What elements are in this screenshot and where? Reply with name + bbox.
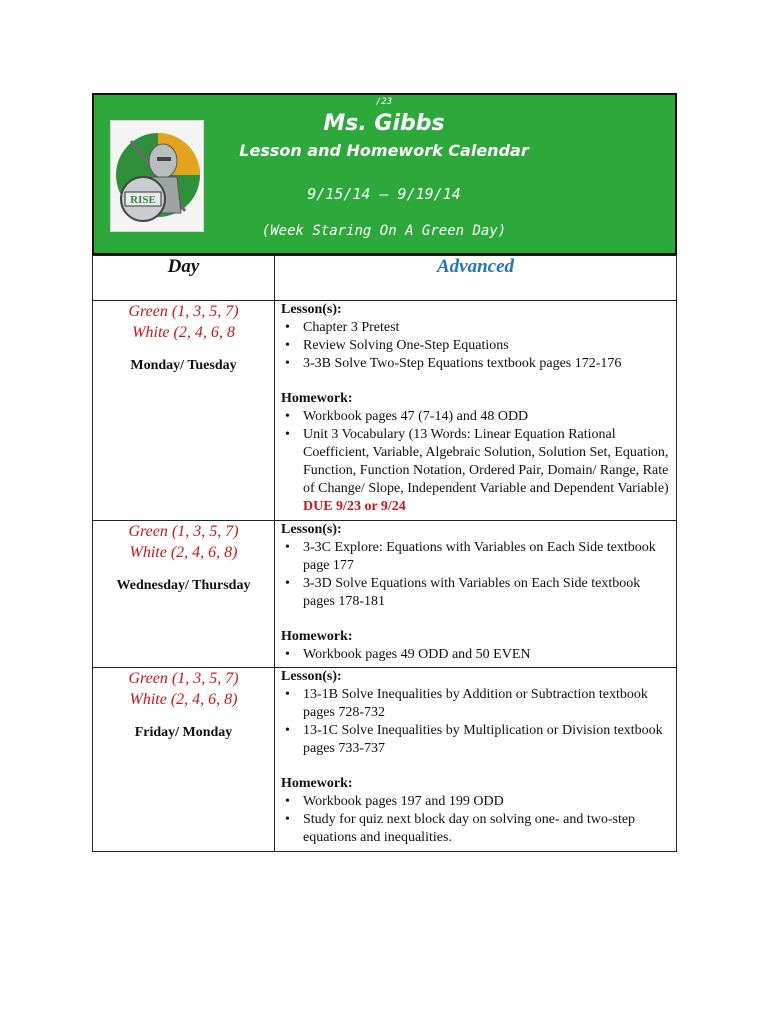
white-days: White (2, 4, 6, 8) (129, 691, 238, 708)
lessons-list (281, 686, 670, 758)
homework-list (281, 408, 670, 516)
teacher-name: Ms. Gibbs (323, 111, 445, 136)
plan-cell (275, 301, 677, 521)
day-cell (93, 301, 275, 521)
day-name: Wednesday/ Thursday (116, 578, 251, 593)
day-cell (93, 668, 275, 852)
list-item: • 13-1C Solve Inequalities by Multiplication or Division textbook pages 733-737 (281, 722, 670, 758)
list-item: • 3-3C Explore: Equations with Variables on Each Side textbook page 177 (281, 539, 670, 575)
due-date: DUE 9/23 or 9/24 (303, 499, 406, 514)
list-item: • Chapter 3 Pretest (281, 319, 670, 337)
list-item: • Review Solving One-Step Equations (281, 337, 670, 355)
vocab-text: Unit 3 Vocabulary (13 Words: Linear Equation Rational Coefficient, Variable, Algebraic Solution, Solution Set, Equation, Function, Function Notation, Ordered Pair, Domain/ Range, Rate of Change/ Slope, Independent Variable and Dependent Variable) (303, 427, 669, 496)
green-days: Green (1, 3, 5, 7) (128, 670, 239, 687)
lessons-list (281, 539, 670, 611)
page-number: /23 (375, 97, 393, 107)
logo-text: RISE (130, 194, 156, 206)
column-header-day: Day (93, 256, 275, 301)
week-note: (Week Staring On A Green Day) (261, 223, 507, 239)
green-days: Green (1, 3, 5, 7) (128, 303, 239, 320)
homework-label: Homework: (281, 391, 353, 406)
homework-list (281, 646, 670, 664)
header-banner (92, 93, 677, 255)
lessons-label: Lesson(s): (281, 522, 342, 537)
lessons-label: Lesson(s): (281, 302, 342, 317)
day-cell (93, 521, 275, 668)
table-header-row (93, 256, 677, 301)
column-header-advanced: Advanced (275, 256, 677, 301)
school-logo (110, 120, 204, 232)
white-days: White (2, 4, 6, 8) (129, 544, 238, 561)
list-item: • 3-3B Solve Two-Step Equations textbook pages 172-176 (281, 355, 670, 373)
date-range: 9/15/14 – 9/19/14 (307, 185, 461, 203)
table-row (93, 521, 677, 668)
plan-cell (275, 668, 677, 852)
list-item: • Study for quiz next block day on solving one- and two-step equations and inequalities. (281, 811, 670, 847)
list-item: • Workbook pages 197 and 199 ODD (281, 793, 670, 811)
homework-list (281, 793, 670, 847)
table-row (93, 668, 677, 852)
calendar-table (92, 255, 677, 852)
lessons-list (281, 319, 670, 373)
homework-label: Homework: (281, 629, 353, 644)
lessons-label: Lesson(s): (281, 669, 342, 684)
list-item (281, 426, 670, 516)
list-item: • 13-1B Solve Inequalities by Addition or Subtraction textbook pages 728-732 (281, 686, 670, 722)
list-item: • Workbook pages 47 (7-14) and 48 ODD (281, 408, 670, 426)
knight-logo-icon (111, 121, 204, 232)
calendar-subtitle: Lesson and Homework Calendar (239, 141, 529, 160)
table-row (93, 301, 677, 521)
list-item: • 3-3D Solve Equations with Variables on Each Side textbook pages 178-181 (281, 575, 670, 611)
homework-label: Homework: (281, 776, 353, 791)
plan-cell (275, 521, 677, 668)
green-days: Green (1, 3, 5, 7) (128, 523, 239, 540)
day-name: Monday/ Tuesday (130, 358, 237, 373)
list-item: • Workbook pages 49 ODD and 50 EVEN (281, 646, 670, 664)
white-days: White (2, 4, 6, 8 (132, 324, 235, 341)
day-name: Friday/ Monday (134, 725, 233, 740)
